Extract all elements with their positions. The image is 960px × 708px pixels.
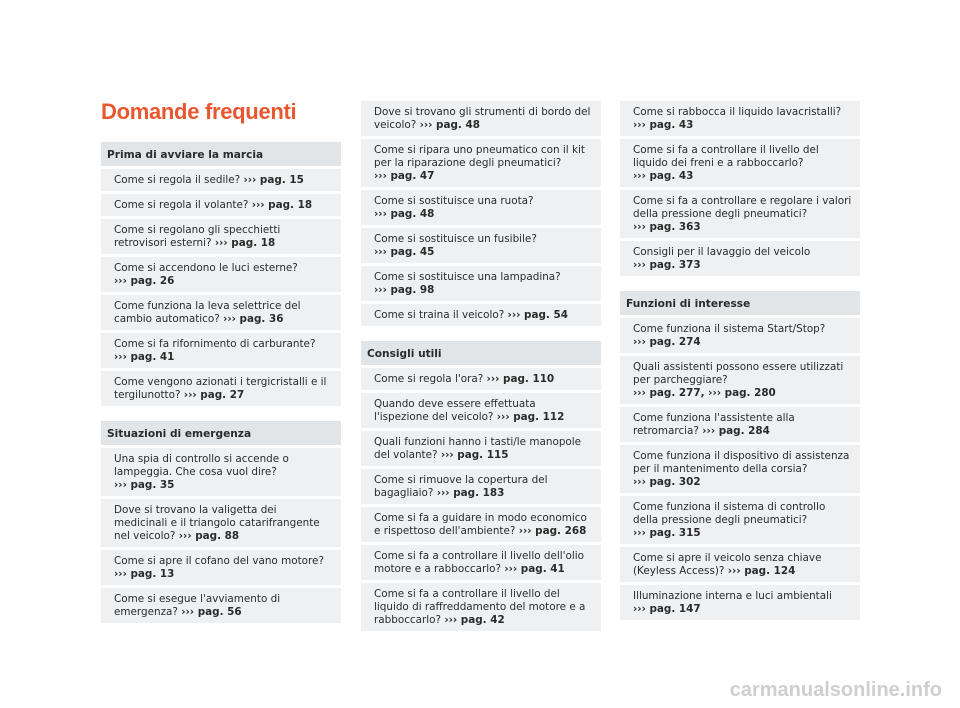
faq-question: Come si rabbocca il liquido lavacristalli?: [633, 106, 842, 118]
faq-question: Una spia di controllo si accende o lampeggia. Che cosa vuol dire?: [114, 453, 289, 478]
section-header: Consigli utili: [361, 341, 601, 365]
faq-question: Come si sostituisce un fusibile?: [374, 233, 537, 245]
faq-item[interactable]: [361, 583, 601, 631]
faq-item[interactable]: [620, 547, 860, 582]
page-reference-link[interactable]: ››› pag. 36: [223, 313, 284, 325]
page-reference-link[interactable]: ››› pag. 98: [374, 284, 435, 296]
page-reference-link[interactable]: ››› pag. 302: [633, 476, 701, 488]
faq-question: Come si fa rifornimento di carburante?: [114, 338, 316, 350]
faq-item[interactable]: [101, 499, 341, 547]
faq-item[interactable]: [101, 448, 341, 496]
page-title: Domande frequenti: [101, 99, 297, 124]
faq-question: Come si fa a controllare il livello del liquido dei freni e a rabboccarlo?: [633, 144, 819, 169]
faq-column-1: [101, 142, 341, 626]
faq-item[interactable]: [361, 507, 601, 542]
faq-item[interactable]: [620, 356, 860, 404]
faq-item[interactable]: [620, 407, 860, 442]
page-reference-link[interactable]: ››› pag. 18: [214, 237, 276, 249]
faq-question: Come si esegue l'avviamento di emergenza?: [114, 593, 281, 618]
faq-item[interactable]: [620, 496, 860, 544]
faq-question: Come si fa a guidare in modo economico e rispettoso dell'ambiente?: [374, 512, 587, 537]
faq-item[interactable]: [361, 431, 601, 466]
page-reference-link[interactable]: ››› pag. 373: [633, 259, 701, 271]
faq-item[interactable]: [361, 469, 601, 504]
faq-item[interactable]: [620, 241, 860, 276]
faq-question: Come funziona la leva selettrice del cambio automatico?: [114, 300, 301, 325]
faq-question: Come si regola il volante?: [114, 199, 249, 211]
faq-item[interactable]: [101, 588, 341, 623]
page-reference-link[interactable]: ››› pag. 15: [243, 174, 304, 186]
faq-question: Dove si trovano gli strumenti di bordo del veicolo?: [374, 106, 591, 131]
faq-item[interactable]: [620, 585, 860, 620]
faq-question: Come si fa a controllare e regolare i valori della pressione degli pneumatici?: [633, 195, 852, 220]
faq-item[interactable]: [101, 169, 341, 191]
faq-item[interactable]: [361, 393, 601, 428]
page-reference-link[interactable]: ››› pag. 88: [178, 530, 240, 542]
faq-item[interactable]: [101, 295, 341, 330]
page-reference-link[interactable]: ››› pag. 56: [181, 606, 242, 618]
faq-question: Come si regola l'ora?: [374, 373, 484, 385]
faq-item[interactable]: [101, 333, 341, 368]
faq-item[interactable]: [361, 101, 601, 136]
faq-question: Quando deve essere effettuata l'ispezione del veicolo?: [374, 398, 536, 423]
faq-column-2: [361, 101, 601, 634]
section-spacer: [361, 329, 601, 341]
page-reference-link[interactable]: ››› pag. 112: [496, 411, 565, 423]
section-header: Funzioni di interesse: [620, 291, 860, 315]
faq-item[interactable]: [361, 266, 601, 301]
page-reference-link[interactable]: ››› pag. 43: [633, 170, 694, 182]
faq-question: Quali assistenti possono essere utilizzati per parcheggiare?: [633, 361, 844, 386]
faq-item[interactable]: [620, 101, 860, 136]
page-reference-link[interactable]: ››› pag. 27: [183, 389, 245, 401]
page-reference-link[interactable]: ››› pag. 124: [727, 565, 796, 577]
faq-item[interactable]: [361, 545, 601, 580]
page-reference-link[interactable]: ››› pag. 315: [633, 527, 701, 539]
faq-question: Come si ripara uno pneumatico con il kit per la riparazione degli pneumatici?: [374, 144, 585, 169]
faq-question: Come funziona il dispositivo di assistenza per il mantenimento della corsia?: [633, 450, 850, 475]
faq-item[interactable]: [361, 368, 601, 390]
faq-item[interactable]: [620, 445, 860, 493]
page-reference-link[interactable]: ››› pag. 115: [440, 449, 509, 461]
faq-question: Come si fa a controllare il livello dell'olio motore e a rabboccarlo?: [374, 550, 584, 575]
faq-question: Come funziona il sistema di controllo della pressione degli pneumatici?: [633, 501, 826, 526]
faq-item[interactable]: [361, 304, 601, 326]
faq-item[interactable]: [620, 318, 860, 353]
page-reference-link[interactable]: ››› pag. 147: [633, 603, 701, 615]
faq-question: Come si regolano gli specchietti retrovisori esterni?: [114, 224, 281, 249]
faq-question: Come si accendono le luci esterne?: [114, 262, 298, 274]
page-reference-link[interactable]: ››› pag. 48: [374, 208, 435, 220]
section-spacer: [101, 409, 341, 421]
faq-question: Come funziona l'assistente alla retromarcia?: [633, 412, 795, 437]
page-reference-link[interactable]: ››› pag. 13: [114, 568, 175, 580]
section-header: Situazioni di emergenza: [101, 421, 341, 445]
watermark: carmanualsonline.info: [729, 679, 942, 701]
faq-item[interactable]: [361, 190, 601, 225]
page-reference-link[interactable]: ››› pag. 363: [633, 221, 701, 233]
faq-question: Come si sostituisce una ruota?: [374, 195, 534, 207]
faq-question: Come si traina il veicolo?: [374, 309, 505, 321]
page-reference-link[interactable]: ››› pag. 35: [114, 479, 175, 491]
page-reference-link[interactable]: ››› pag. 47: [374, 170, 435, 182]
page-reference-link[interactable]: ››› pag. 54: [507, 309, 568, 321]
section-spacer: [620, 279, 860, 291]
faq-item[interactable]: [620, 190, 860, 238]
faq-question: Come si fa a controllare il livello del liquido di raffreddamento del motore e a rabboccarlo?: [374, 588, 586, 626]
faq-item[interactable]: [101, 194, 341, 216]
faq-item[interactable]: [620, 139, 860, 187]
faq-question: Come funziona il sistema Start/Stop?: [633, 323, 826, 335]
faq-question: Come si apre il veicolo senza chiave (Keyless Access)?: [633, 552, 822, 577]
page-reference-link[interactable]: ››› pag. 48: [419, 119, 480, 131]
page-reference-link[interactable]: ››› pag. 26: [114, 275, 175, 287]
faq-question: Dove si trovano la valigetta dei medicinali e il triangolo catarifrangente nel veicolo?: [114, 504, 320, 542]
page-reference-link[interactable]: ››› pag. 41: [114, 351, 175, 363]
faq-question: Come si rimuove la copertura del bagagliaio?: [374, 474, 548, 499]
faq-question: Come vengono azionati i tergicristalli e il tergilunotto?: [114, 376, 327, 401]
page-reference-link[interactable]: ››› pag. 274: [633, 336, 701, 348]
section-header: Prima di avviare la marcia: [101, 142, 341, 166]
page-reference-link[interactable]: ››› pag. 284: [702, 425, 770, 437]
faq-item[interactable]: [101, 257, 341, 292]
faq-item[interactable]: [361, 228, 601, 263]
faq-question: Come si regola il sedile?: [114, 174, 241, 186]
faq-item[interactable]: [361, 139, 601, 187]
page-reference-link[interactable]: ››› pag. 183: [436, 487, 505, 499]
faq-column-3: [620, 101, 860, 623]
faq-question: Illuminazione interna e luci ambientali: [633, 590, 832, 602]
faq-item[interactable]: [101, 550, 341, 585]
page-reference-link[interactable]: ››› pag. 18: [251, 199, 313, 211]
page-reference-link[interactable]: ››› pag. 110: [486, 373, 555, 385]
page-reference-link[interactable]: ››› pag. 43: [633, 119, 694, 131]
faq-question: Come si sostituisce una lampadina?: [374, 271, 561, 283]
page-reference-link[interactable]: ››› pag. 277, ››› pag. 280: [633, 387, 776, 399]
page-reference-link[interactable]: ››› pag. 42: [444, 614, 505, 626]
faq-item[interactable]: [101, 371, 341, 406]
faq-question: Consigli per il lavaggio del veicolo: [633, 246, 811, 258]
faq-question: Quali funzioni hanno i tasti/le manopole del volante?: [374, 436, 582, 461]
page-reference-link[interactable]: ››› pag. 41: [504, 563, 565, 575]
page-reference-link[interactable]: ››› pag. 268: [518, 525, 587, 537]
faq-question: Come si apre il cofano del vano motore?: [114, 555, 324, 567]
faq-item[interactable]: [101, 219, 341, 254]
page-reference-link[interactable]: ››› pag. 45: [374, 246, 435, 258]
